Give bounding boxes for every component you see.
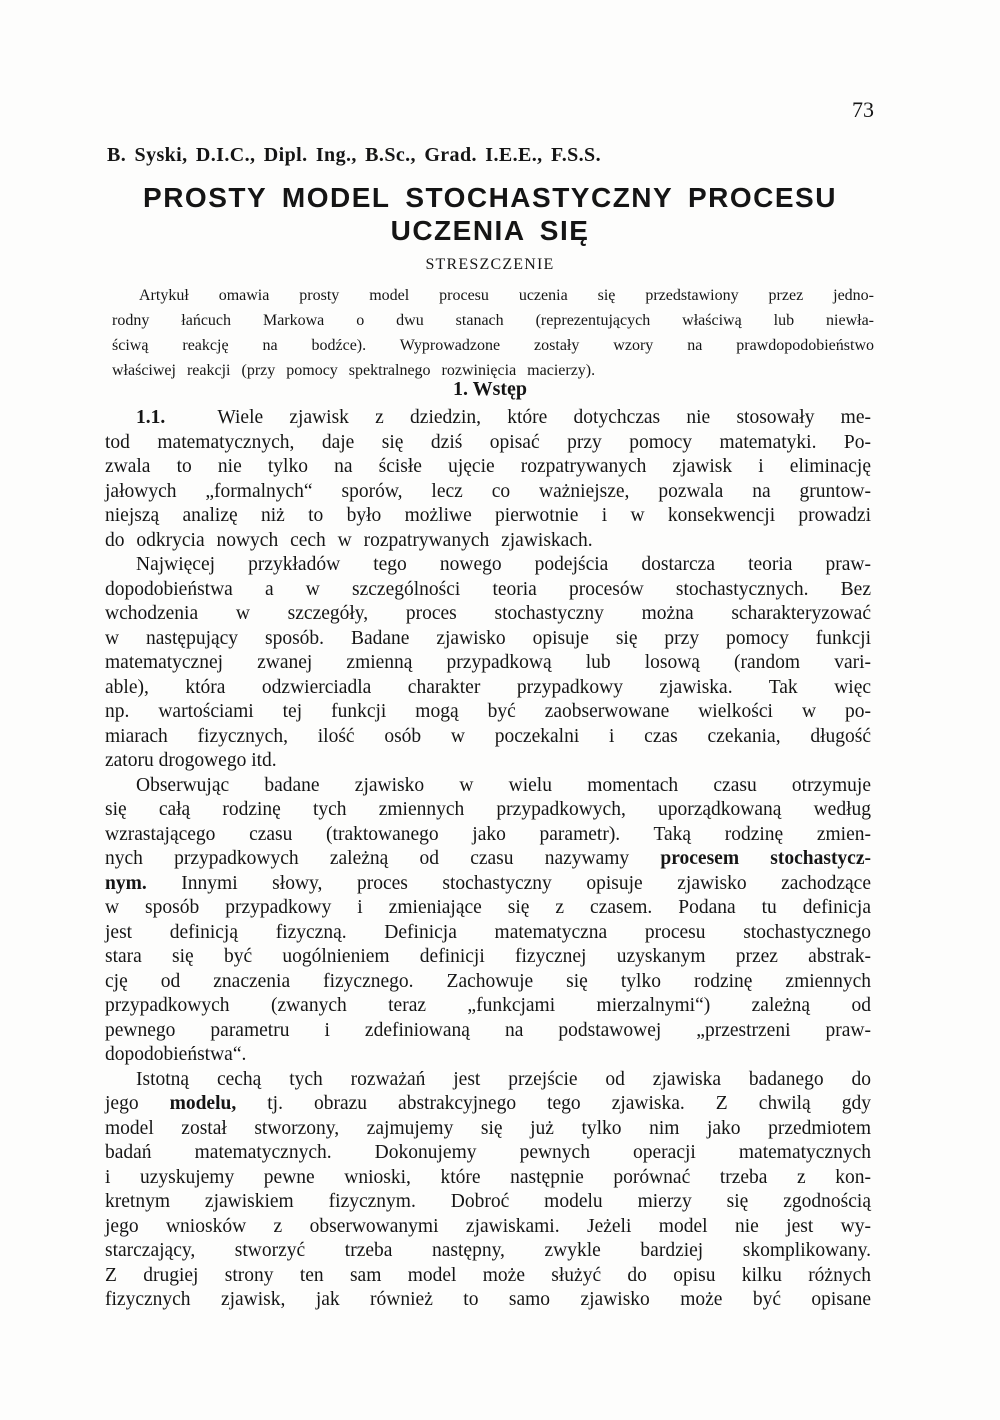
- text-segment: Innymi słowy, proces stochastyczny opisuje zjawisko zachodzące: [146, 872, 871, 894]
- paragraph: [105, 406, 871, 553]
- text-segment: model został stworzony, zajmujemy się już tylko nim jako przedmiotem: [105, 1117, 871, 1139]
- text-segment: np. wartościami tej funkcji mogą być zaobserwowane wielkości w po-: [105, 701, 871, 722]
- text-segment: Wiele zjawisk z dziedzin, które dotychczas nie stosowały me-: [165, 407, 871, 428]
- paragraph: [105, 1068, 871, 1313]
- text-segment: cję od znaczenia fizycznego. Zachowuje się tylko rodzinę zmiennych: [105, 970, 871, 992]
- text-segment: w sposób przypadkowy i zmieniające się z czasem. Podana tu definicja: [105, 897, 871, 918]
- text-line: [105, 774, 871, 799]
- abstract-heading: STRESZCZENIE: [425, 256, 555, 273]
- text-segment: rodny łańcuch Markowa o dwu stanach (reprezentujących właściwą lub niewła-: [112, 312, 874, 329]
- text-line: [105, 1166, 871, 1191]
- title-line-1: PROSTY MODEL STOCHASTYCZNY PROCESU: [143, 182, 837, 213]
- text-segment: zatoru drogowego itd.: [105, 750, 277, 771]
- text-segment: i uzyskujemy pewne wnioski, które następnie porównać trzeba z kon-: [105, 1166, 871, 1188]
- text-segment: jego: [105, 1093, 170, 1114]
- abstract-text: [112, 283, 874, 383]
- text-line: [105, 651, 871, 676]
- text-line: [105, 823, 871, 848]
- author-line: B. Syski, D.I.C., Dipl. Ing., B.Sc., Grad. I.E.E., F.S.S.: [107, 144, 601, 166]
- text-segment: Z drugiej strony ten sam model może służyć do opisu kilku różnych: [105, 1264, 871, 1286]
- text-segment: dopodobieństwa“.: [105, 1044, 247, 1065]
- text-line: [105, 1019, 871, 1044]
- text-line: [105, 1043, 871, 1068]
- text-line: [105, 1239, 871, 1264]
- text-segment: dopodobieństwa a w szczególności teoria procesów stochastycznych. Bez: [105, 578, 871, 600]
- text-line: [105, 700, 871, 725]
- text-segment: Obserwując badane zjawisko w wielu momentach czasu otrzymuje: [136, 774, 871, 796]
- text-line: [105, 749, 871, 774]
- text-segment: Artykuł omawia prosty model procesu uczenia się przedstawiony przez jedno-: [139, 287, 874, 304]
- text-segment: się całą rodzinę tych zmiennych przypadkowych, uporządkowaną według: [105, 799, 871, 820]
- text-line: [112, 283, 874, 308]
- text-segment: jego wniosków z obserwowanymi zjawiskami. Jeżeli model nie jest wy-: [105, 1215, 871, 1237]
- text-line: [105, 1068, 871, 1093]
- text-line: [105, 970, 871, 995]
- text-line: [105, 872, 871, 897]
- text-line: [105, 1215, 871, 1240]
- bold-text-segment: procesem stochastycz-: [660, 848, 871, 869]
- text-segment: fizycznych zjawisk, jak również to samo zjawisko może być opisane: [105, 1289, 871, 1310]
- text-line: [105, 896, 871, 921]
- text-segment: Najwięcej przykładów tego nowego podejścia dostarcza teoria praw-: [136, 554, 871, 575]
- text-segment: able), która odzwierciadla charakter przypadkowy zjawiska. Tak więc: [105, 676, 871, 698]
- page-number: 73: [852, 97, 874, 122]
- paragraph: [105, 774, 871, 1068]
- text-line: [105, 1141, 871, 1166]
- text-line: [105, 406, 871, 431]
- text-line: [105, 945, 871, 970]
- text-segment: nych przypadkowych zależną od czasu nazywamy: [105, 848, 661, 869]
- text-segment: do odkrycia nowych cech w rozpatrywanych zjawiskach.: [105, 529, 593, 551]
- text-line: [105, 798, 871, 823]
- text-segment: Istotną cechą tych rozważań jest przejście od zjawiska badanego do: [136, 1068, 871, 1090]
- text-line: [105, 431, 871, 456]
- text-segment: w następujący sposób. Badane zjawisko opisuje się przy pomocy funkcji: [105, 627, 871, 649]
- text-segment: zwala to nie tylko na ścisłe ujęcie rozpatrywanych zjawisk i eliminację: [105, 456, 871, 477]
- text-line: [105, 994, 871, 1019]
- body-text: [105, 406, 871, 1313]
- text-line: [105, 1264, 871, 1289]
- text-segment: jest definicją fizyczną. Definicja matematyczna procesu stochastycznego: [105, 921, 871, 943]
- text-line: [105, 602, 871, 627]
- text-line: [105, 847, 871, 872]
- text-line: [105, 578, 871, 603]
- paragraph: [105, 553, 871, 774]
- text-line: [105, 553, 871, 578]
- text-segment: niejszą analizę niż to było możliwe pierwotnie i w konsekwencji prowadzi: [105, 505, 871, 526]
- text-line: [105, 480, 871, 505]
- section-heading: 1. Wstęp: [452, 378, 528, 400]
- text-segment: tod matematycznych, daje się dziś opisać przy pomocy matematyki. Po-: [105, 431, 871, 453]
- text-segment: ściwą reakcję na bodźce). Wyprowadzone zostały wzory na prawdopodobieństwo: [112, 337, 874, 354]
- text-segment: matematycznej zwanej zmienną przypadkową lub losową (random vari-: [105, 652, 871, 673]
- text-segment: pewnego parametru i zdefiniowaną na podstawowej „przestrzeni praw-: [105, 1019, 871, 1041]
- text-line: [105, 627, 871, 652]
- text-segment: przypadkowych (zwanych teraz „funkcjami mierzalnymi“) zależną od: [105, 995, 871, 1016]
- text-segment: miarach fizycznych, ilość osób w poczekalni i czas czekania, długość: [105, 725, 871, 747]
- text-line: [105, 1190, 871, 1215]
- article-title: [107, 181, 873, 247]
- text-segment: starczający, stworzyć trzeba następny, zwykle bardziej skomplikowany.: [105, 1240, 871, 1261]
- text-segment: właściwej reakcji (przy pomocy spektralnego rozwinięcia macierzy).: [112, 362, 596, 379]
- text-segment: tj. obrazu abstrakcyjnego tego zjawiska. Z chwilą gdy: [236, 1093, 871, 1114]
- text-line: [112, 333, 874, 358]
- text-line: [105, 504, 871, 529]
- text-segment: wchodzenia w szczegóły, proces stochastyczny można scharakteryzować: [105, 603, 871, 624]
- text-segment: badań matematycznych. Dokonujemy pewnych operacji matematycznych: [105, 1142, 871, 1163]
- text-line: [105, 1092, 871, 1117]
- bold-text-segment: nym.: [105, 872, 147, 894]
- text-segment: kretnym zjawiskiem fizycznym. Dobroć modelu mierzy się zgodnością: [105, 1191, 871, 1212]
- text-segment: stara się być uogólnieniem definicji fizycznej uzyskanym przez abstrak-: [105, 946, 871, 967]
- text-line: [105, 1117, 871, 1142]
- text-segment: wzrastającego czasu (traktowanego jako parametr). Taką rodzinę zmien-: [105, 823, 871, 845]
- text-line: [112, 308, 874, 333]
- bold-text-segment: modelu,: [169, 1093, 237, 1114]
- title-line-2: UCZENIA SIĘ: [390, 215, 590, 246]
- text-line: [105, 1288, 871, 1313]
- text-segment: jałowych „formalnych“ sporów, lecz co ważniejsze, pozwala na gruntow-: [105, 480, 871, 502]
- bold-text-segment: 1.1.: [136, 407, 166, 428]
- text-line: [105, 725, 871, 750]
- text-line: [105, 455, 871, 480]
- text-line: [105, 676, 871, 701]
- text-line: [105, 529, 871, 554]
- text-line: [105, 921, 871, 946]
